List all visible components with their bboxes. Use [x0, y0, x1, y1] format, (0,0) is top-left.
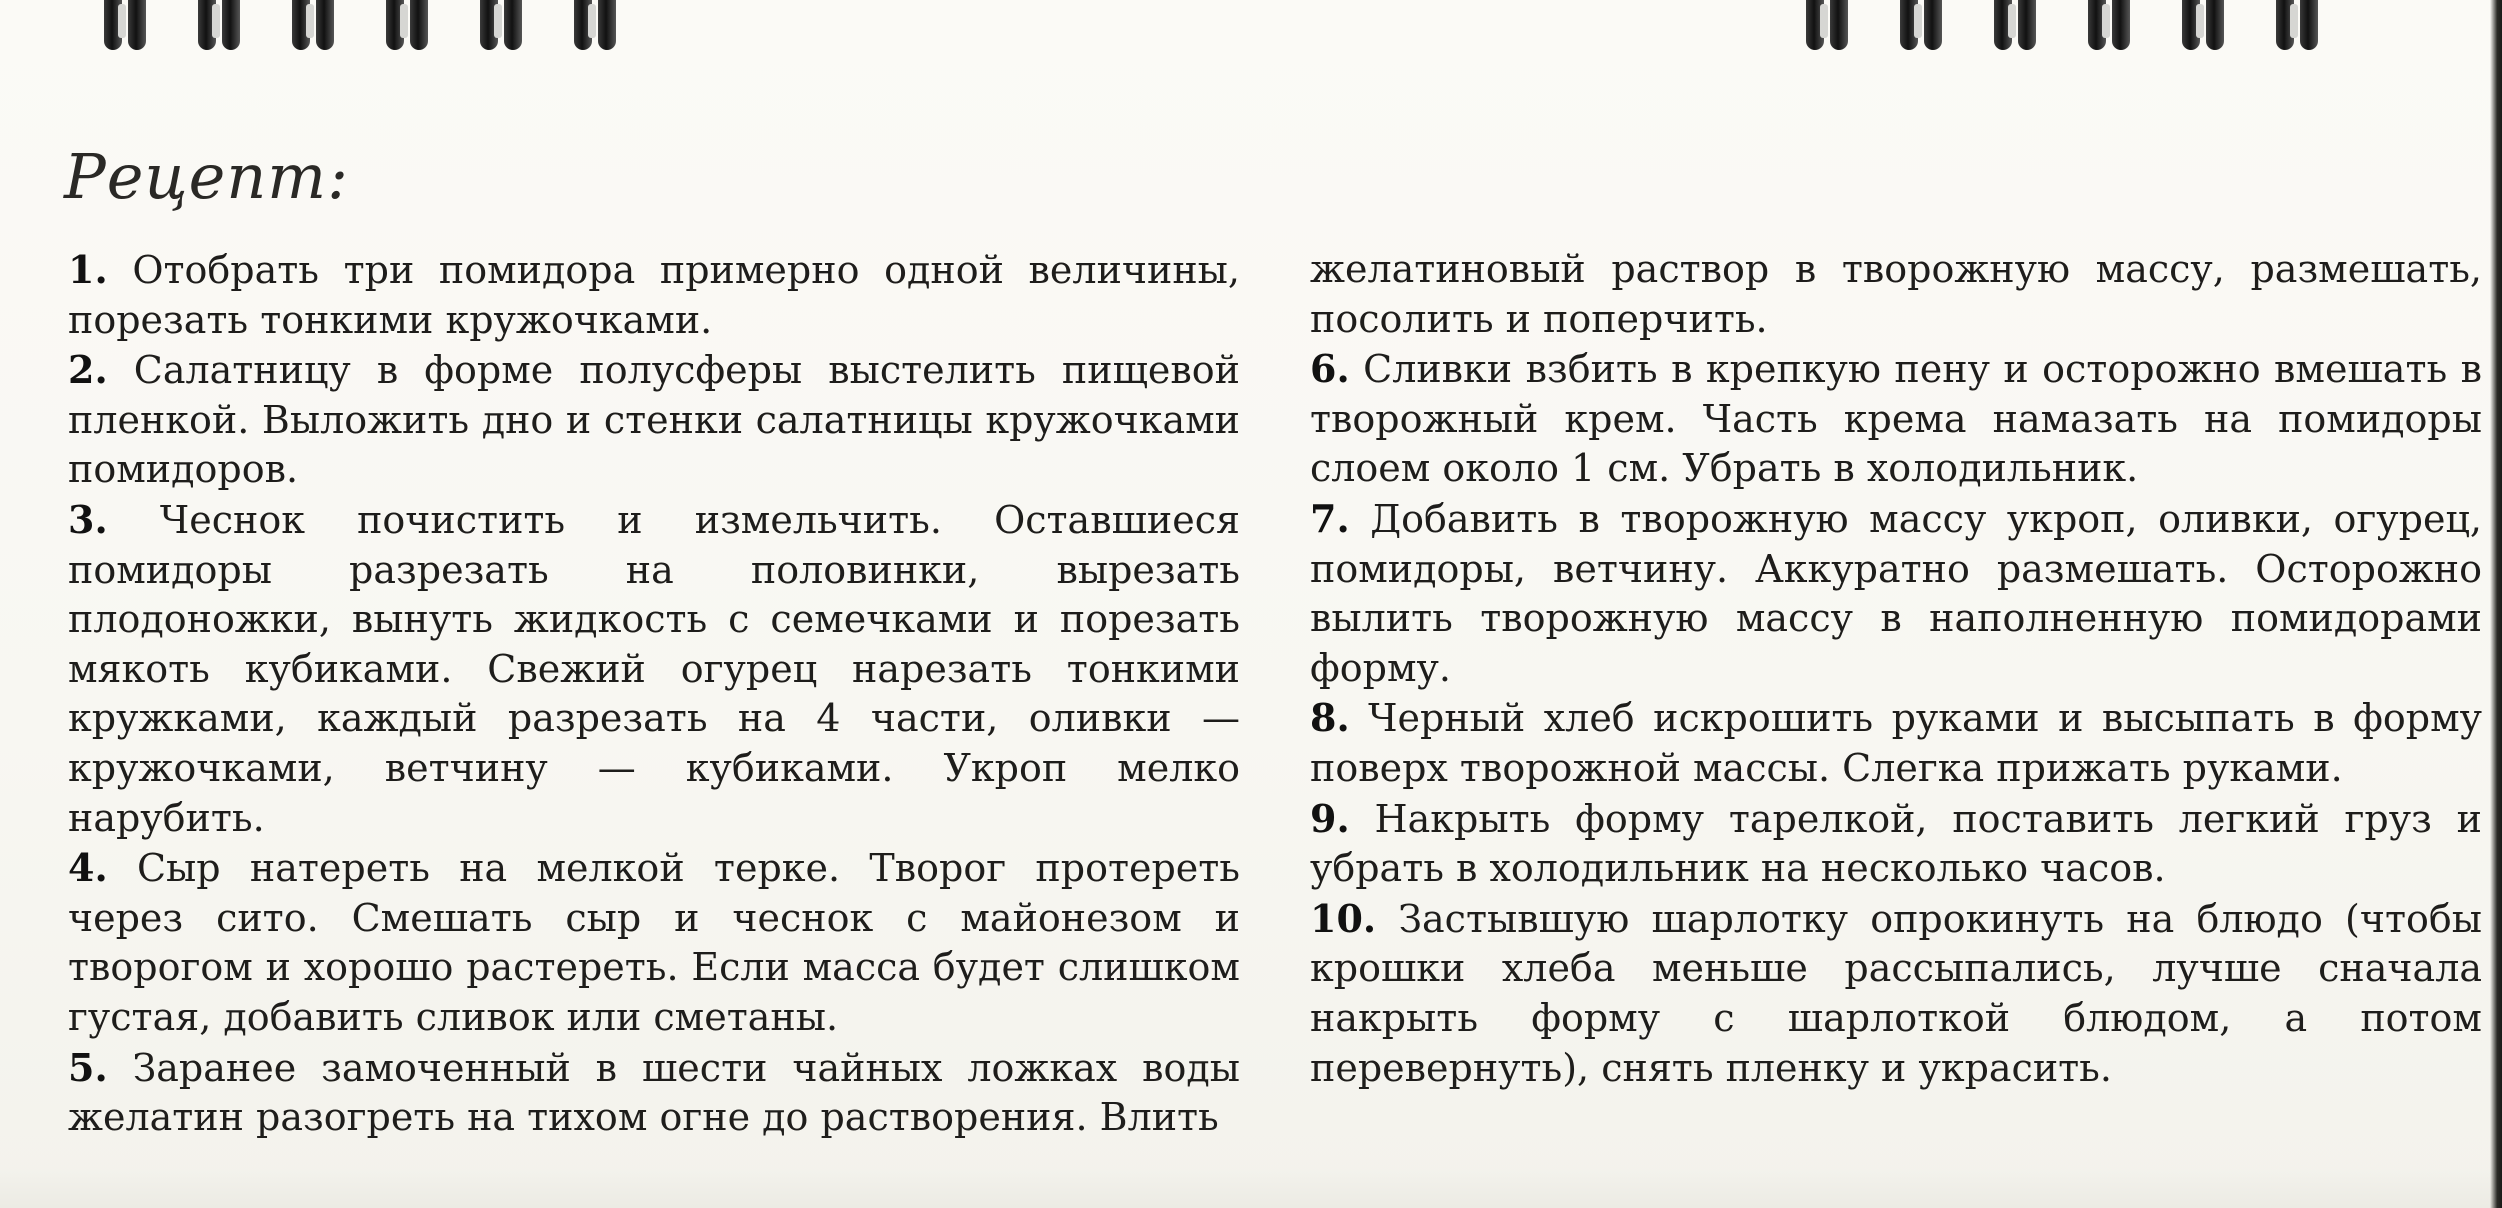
recipe-step	[68, 245, 1240, 345]
binding-ring-icon	[2270, 0, 2326, 56]
step-text: Сливки взбить в крепкую пену и осторожно вмешать в творожный крем. Часть крема намазать на помидоры слоем около 1 см. Убрать в холодильник.	[1310, 347, 2482, 491]
recipe-step	[1310, 794, 2482, 894]
step-text: Черный хлеб искрошить руками и высыпать в форму поверх творожной массы. Слегка прижать руками.	[1310, 696, 2482, 790]
binding-ring-icon	[286, 0, 342, 56]
step-number: 7.	[1310, 495, 1350, 541]
recipe-step	[1310, 693, 2482, 793]
step-number: 6.	[1310, 346, 1350, 392]
binding-ring-icon	[380, 0, 436, 56]
binding-rings-left	[98, 0, 662, 58]
binding-ring-icon	[1988, 0, 2044, 56]
step-number: 5.	[68, 1044, 108, 1090]
recipe-column-left	[68, 245, 1240, 1143]
binding-ring-icon	[568, 0, 624, 56]
step-number: 2.	[68, 347, 108, 393]
step-number: 4.	[68, 845, 108, 891]
recipe-step	[68, 843, 1240, 1042]
step-text: Отобрать три помидора примерно одной величины, порезать тонкими кружочками.	[68, 248, 1240, 342]
step-number: 3.	[68, 496, 108, 542]
step-text: Салатницу в форме полусферы выстелить пищевой пленкой. Выложить дно и стенки салатницы кружочками помидоров.	[68, 348, 1240, 492]
step-text: Накрыть форму тарелкой, поставить легкий груз и убрать в холодильник на несколько часов.	[1310, 796, 2482, 891]
binding-ring-icon	[98, 0, 154, 56]
page-edge	[2490, 0, 2502, 1208]
recipe-column-right	[1310, 245, 2482, 1093]
step-number: 8.	[1310, 695, 1350, 741]
binding-ring-icon	[1894, 0, 1950, 56]
step-text: Добавить в творожную массу укроп, оливки, огурец, помидоры, ветчину. Аккуратно размешать. Осторожно вылить творожную массу в наполненную помидорами форму.	[1310, 496, 2482, 690]
step-number: 10.	[1310, 895, 1377, 941]
recipe-step	[1310, 344, 2482, 494]
step-text: Сыр натереть на мелкой терке. Творог протереть через сито. Смешать сыр и чеснок с майонезом и творогом и хорошо растереть. Если масса будет слишком густая, добавить сливок или сметаны.	[68, 846, 1240, 1039]
step-text: Заранее замоченный в шести чайных ложках воды желатин разогреть на тихом огне до растворения. Влить	[68, 1045, 1240, 1140]
step-text: Чеснок почистить и измельчить. Оставшиеся помидоры разрезать на половинки, вырезать плодоножки, вынуть жидкость с семечками и порезать мякоть кубиками. Свежий огурец нарезать тонкими кружками, каждый разрезать на 4 части, оливки — кружочками, ветчину — кубиками. Укроп мелко нарубить.	[68, 497, 1240, 840]
binding-ring-icon	[2176, 0, 2232, 56]
recipe-title: Рецепт:	[64, 140, 349, 213]
binding-rings-right	[1800, 0, 2364, 58]
binding-ring-icon	[474, 0, 530, 56]
recipe-step	[68, 345, 1240, 495]
step-number: 9.	[1310, 795, 1350, 841]
binding-ring-icon	[1800, 0, 1856, 56]
binding-ring-icon	[2082, 0, 2138, 56]
recipe-step	[68, 495, 1240, 843]
step-number: 1.	[68, 247, 108, 292]
recipe-step	[68, 1043, 1240, 1143]
page-bottom-shadow	[0, 1168, 2502, 1208]
recipe-step	[1310, 494, 2482, 693]
step-text: Застывшую шарлотку опрокинуть на блюдо (чтобы крошки хлеба меньше рассыпались, лучше сначала накрыть форму с шарлоткой блюдом, а потом перевернуть), снять пленку и украсить.	[1310, 896, 2482, 1090]
recipe-step	[1310, 894, 2482, 1093]
step-continuation: желатиновый раствор в творожную массу, размешать, посолить и поперчить.	[1310, 247, 2482, 341]
binding-ring-icon	[192, 0, 248, 56]
